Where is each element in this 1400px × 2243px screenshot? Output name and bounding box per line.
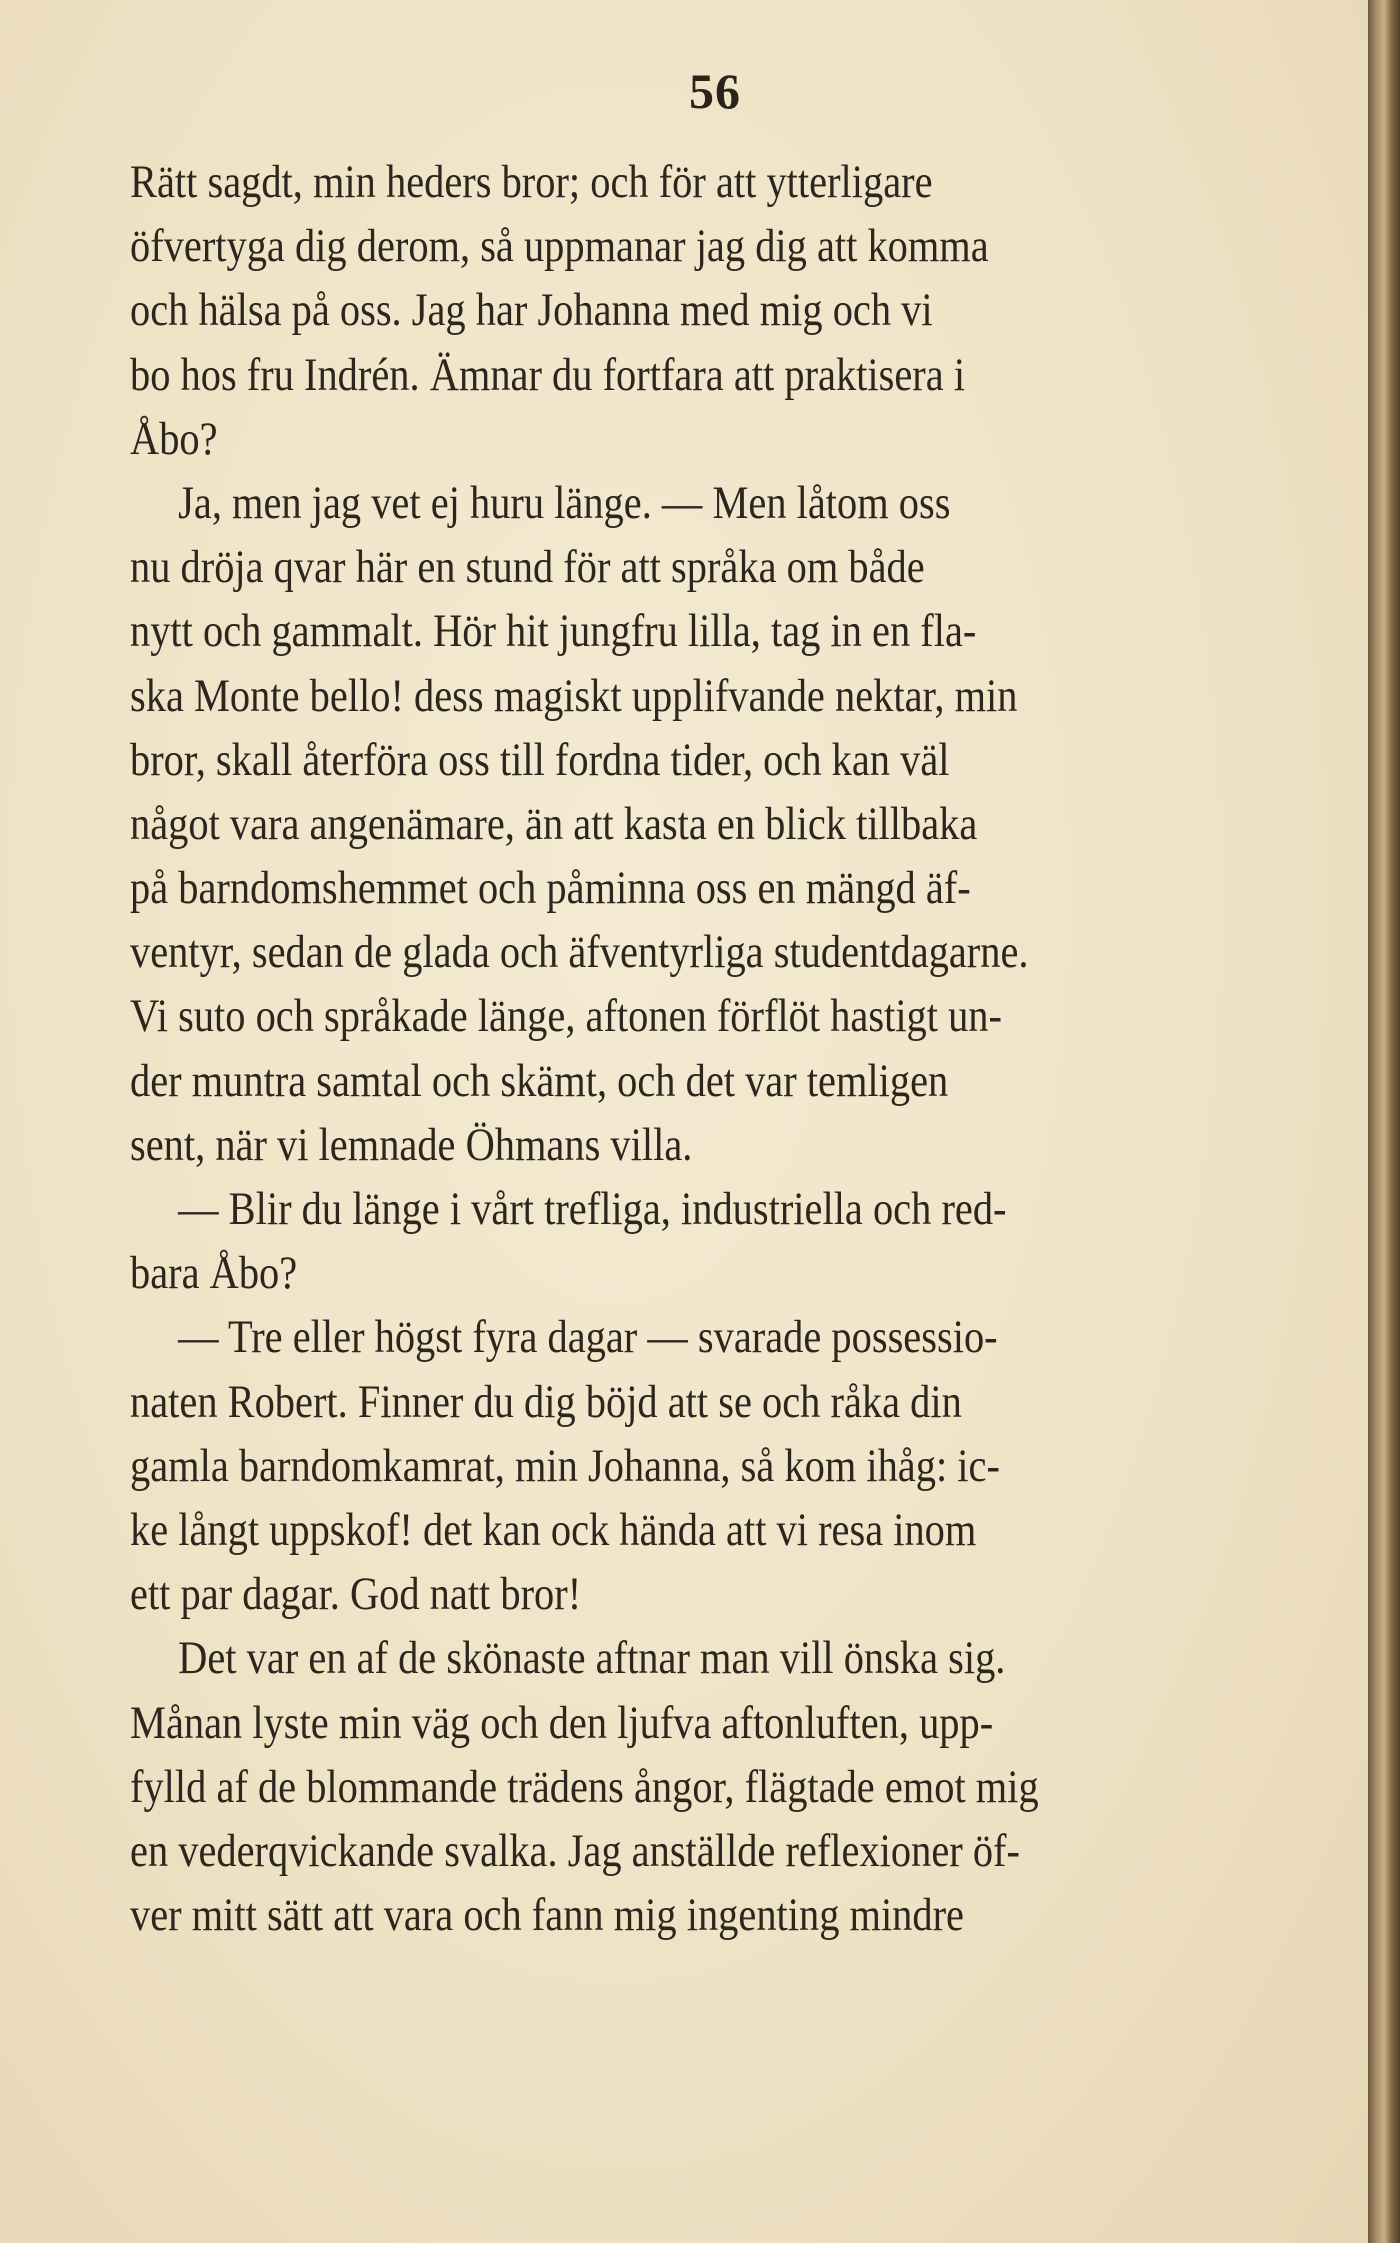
- text-line: gamla barndomkamrat, min Johanna, så kom ihåg: ic-: [130, 1439, 1000, 1492]
- text-line: Månan lyste min väg och den ljufva aftonluften, upp-: [130, 1696, 994, 1749]
- text-line: ver mitt sätt att vara och fann mig ingenting mindre: [130, 1889, 964, 1942]
- text-line: ska Monte bello! dess magiskt upplifvande nektar, min: [130, 669, 1018, 722]
- text-line: Det var en af de skönaste aftnar man vill önska sig.: [178, 1632, 1006, 1685]
- text-line: Rätt sagdt, min heders bror; och för att ytterligare: [130, 156, 933, 208]
- text-line: nytt och gammalt. Hör hit jungfru lilla, tag in en fla-: [130, 605, 977, 658]
- text-line: Ja, men jag vet ej huru länge. — Men låtom oss: [178, 476, 951, 529]
- text-line: Vi suto och språkade länge, aftonen förflöt hastigt un-: [130, 990, 1002, 1043]
- text-line: öfvertyga dig derom, så uppmanar jag dig att komma: [130, 220, 989, 273]
- text-line: naten Robert. Finner du dig böjd att se och råka din: [130, 1375, 962, 1428]
- text-line: bara Åbo?: [130, 1247, 298, 1300]
- text-line: ventyr, sedan de glada och äfventyrliga studentdagarne.: [130, 926, 1029, 979]
- text-line: nu dröja qvar här en stund för att språka om både: [130, 541, 925, 594]
- text-line: Åbo?: [130, 412, 218, 465]
- text-line: — Tre eller högst fyra dagar — svarade possessio-: [178, 1311, 998, 1364]
- page-text-body: [130, 150, 1300, 1947]
- page-number: 56: [689, 63, 741, 119]
- text-line: fylld af de blommande trädens ångor, flägtade emot mig: [130, 1760, 1039, 1813]
- text-line: ett par dagar. God natt bror!: [130, 1568, 582, 1621]
- text-line: bror, skall återföra oss till fordna tider, och kan väl: [130, 733, 950, 786]
- text-line: bo hos fru Indrén. Ämnar du fortfara att praktisera i: [130, 348, 966, 401]
- text-line: på barndomshemmet och påminna oss en mängd äf-: [130, 862, 971, 915]
- text-line: något vara angenämare, än att kasta en blick tillbaka: [130, 797, 978, 850]
- text-line: sent, när vi lemnade Öhmans villa.: [130, 1118, 693, 1171]
- text-line: der muntra samtal och skämt, och det var temligen: [130, 1054, 949, 1107]
- text-line: ke långt uppskof! det kan ock hända att vi resa inom: [130, 1503, 977, 1556]
- text-line: — Blir du länge i vårt trefliga, industriella och red-: [178, 1183, 1007, 1235]
- text-line: en vederqvickande svalka. Jag anställde reflexioner öf-: [130, 1824, 1020, 1877]
- book-spine-edge: [1368, 0, 1400, 2243]
- text-line: och hälsa på oss. Jag har Johanna med mig och vi: [130, 284, 933, 337]
